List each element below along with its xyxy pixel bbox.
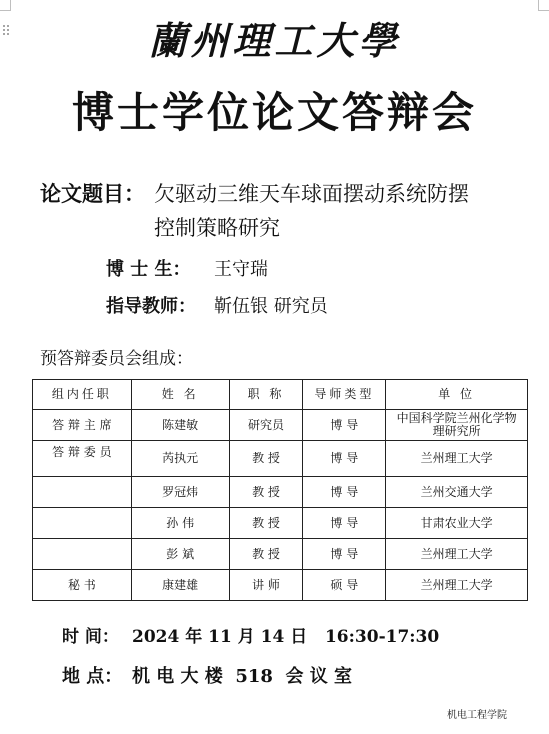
university-logo: 蘭州理工大學 [148, 18, 401, 63]
column-header-unit: 单 位 [386, 380, 528, 410]
table-header-row [33, 380, 528, 410]
college-name: 机电工程学院 [447, 710, 507, 721]
cell-advisor-type: 博 导 [303, 539, 386, 570]
cell-name: 彭 斌 [131, 539, 229, 570]
cell-name: 陈建敏 [131, 410, 229, 441]
table-row [33, 477, 528, 508]
cell-unit: 兰州交通大学 [386, 477, 528, 508]
cell-title: 研究员 [229, 410, 303, 441]
table-row [33, 410, 528, 441]
column-header-title: 职 称 [229, 380, 303, 410]
candidate-label: 博 士 生： [106, 259, 191, 280]
cell-advisor-type: 博 导 [303, 477, 386, 508]
cell-title: 教 授 [229, 539, 303, 570]
thesis-title-line1: 欠驱动三维天车球面摆动系统防摆 [154, 182, 469, 206]
cell-advisor-type: 博 导 [303, 441, 386, 477]
cell-unit: 甘肃农业大学 [386, 508, 528, 539]
cell-title: 讲 师 [229, 570, 303, 601]
table-row [33, 570, 528, 601]
cell-role: 答 辩 主 席 [33, 410, 132, 441]
cell-name: 芮执元 [131, 441, 229, 477]
time-value: 2024 年 11 月 14 日 16:30-17:30 [132, 627, 440, 647]
table-row [33, 539, 528, 570]
cell-title: 教 授 [229, 508, 303, 539]
table-row [33, 441, 528, 477]
page-title: 博士学位论文答辩会 [71, 88, 477, 137]
column-header-name: 姓 名 [131, 380, 229, 410]
table-row [33, 508, 528, 539]
advisor-name: 靳伍银 研究员 [214, 296, 328, 317]
cell-name: 康建雄 [131, 570, 229, 601]
cell-advisor-type: 博 导 [303, 410, 386, 441]
cell-unit: 兰州理工大学 [386, 570, 528, 601]
cell-role: 答 辩 委 员 [33, 441, 132, 477]
cell-role [33, 508, 132, 539]
committee-heading: 预答辩委员会组成： [40, 349, 193, 369]
thesis-label: 论文题目： [40, 181, 145, 206]
cell-title: 教 授 [229, 477, 303, 508]
advisor-label: 指导教师： [106, 296, 196, 317]
candidate-name: 王守瑞 [214, 259, 268, 280]
cell-name: 孙 伟 [131, 508, 229, 539]
cell-role: 秘 书 [33, 570, 132, 601]
cell-title: 教 授 [229, 441, 303, 477]
cell-role [33, 477, 132, 508]
time-label: 时 间： [62, 627, 119, 647]
location-value: 机 电 大 楼 518 会 议 室 [132, 666, 352, 687]
cell-advisor-type: 博 导 [303, 508, 386, 539]
location-label: 地 点： [62, 666, 123, 687]
cell-name: 罗冠炜 [131, 477, 229, 508]
column-header-role: 组内任职 [33, 380, 132, 410]
committee-table [32, 379, 528, 601]
cell-unit: 兰州理工大学 [386, 441, 528, 477]
cell-unit: 兰州理工大学 [386, 539, 528, 570]
cell-role [33, 539, 132, 570]
column-header-advisor-type: 导师类型 [303, 380, 386, 410]
thesis-title-line2: 控制策略研究 [154, 216, 280, 240]
cell-unit: 中国科学院兰州化学物理研究所 [386, 410, 528, 441]
cell-advisor-type: 硕 导 [303, 570, 386, 601]
